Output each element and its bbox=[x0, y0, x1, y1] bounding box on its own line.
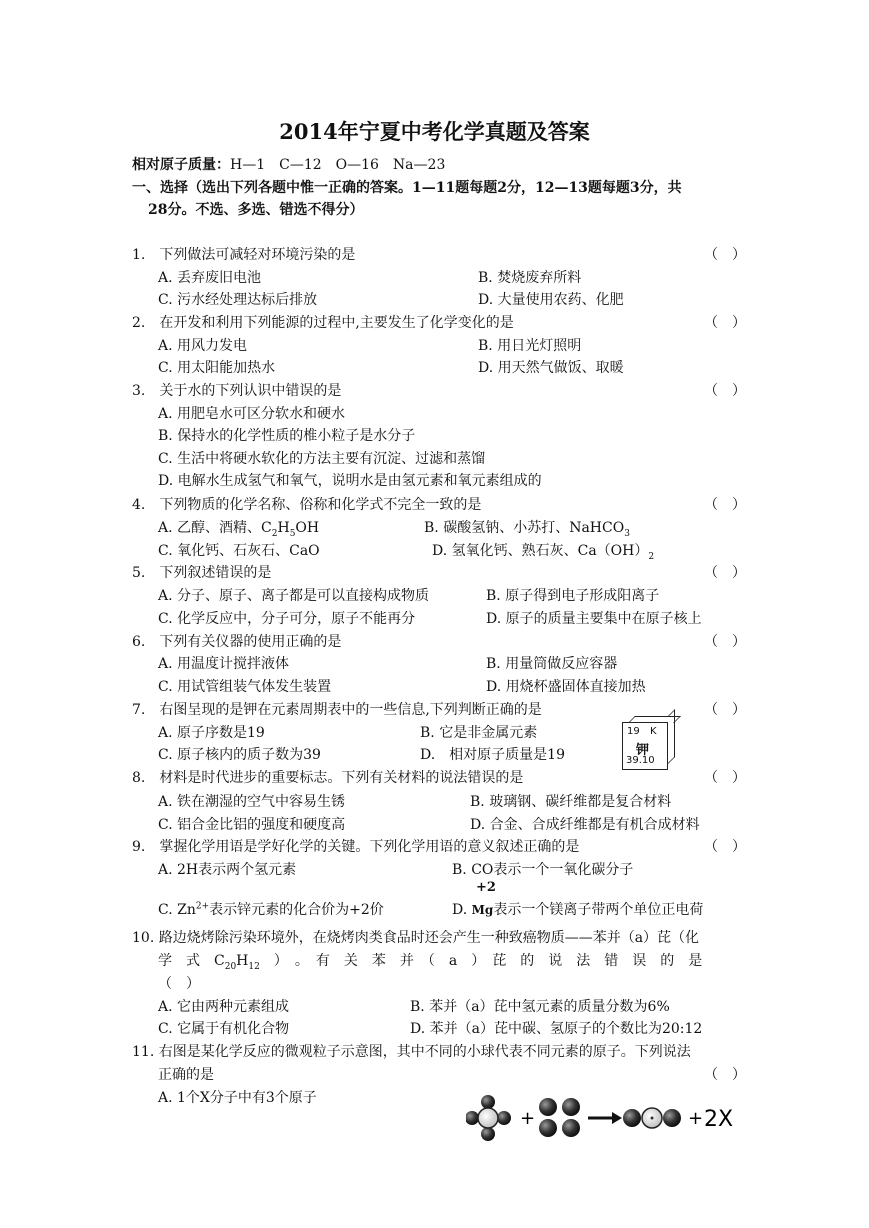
q4-d-text: D. 氢氧化钙、熟石灰、Ca（OH） bbox=[432, 543, 649, 559]
q9-d-valence: +2 bbox=[476, 880, 496, 895]
q4-option-b bbox=[424, 517, 630, 539]
q1-option-a: A. 丢弃废旧电池 bbox=[158, 270, 262, 286]
q10-sub1: 20 bbox=[224, 961, 237, 972]
tile-front-face bbox=[622, 722, 668, 770]
element-number: 19 bbox=[627, 726, 640, 737]
q9-stem: 9. 掌握化学用语是学好化学的关键。下列化学用语的意义叙述正确的是 bbox=[132, 839, 580, 855]
page-title: 2014年宁夏中考化学真题及答案 bbox=[279, 119, 590, 144]
q7-answer-paren: （ ） bbox=[704, 702, 746, 718]
q6-stem: 6. 下列有关仪器的使用正确的是 bbox=[132, 634, 342, 650]
q1-answer-paren: （ ） bbox=[704, 247, 746, 263]
q3-option-d: D. 电解水生成氢气和氧气，说明水是由氢元素和氧元素组成的 bbox=[158, 473, 542, 489]
q5-stem: 5. 下列叙述错误的是 bbox=[132, 565, 272, 581]
atomic-mass-values: H—1 C—12 O—16 Na—23 bbox=[230, 157, 446, 173]
q10-answer-paren: （ ） bbox=[158, 976, 200, 992]
reaction-plus-2: + bbox=[688, 1108, 704, 1129]
q4-b-text: B. 碳酸氢钠、小苏打、NaHCO bbox=[424, 520, 625, 536]
q10-option-d: D. 苯并（a）芘中碳、氢原子的个数比为20:12 bbox=[410, 1021, 703, 1037]
q3-option-b: B. 保持水的化学性质的椎小粒子是水分子 bbox=[158, 428, 416, 444]
q7-option-d: D. 相对原子质量是19 bbox=[420, 747, 565, 763]
q11-option-a: A. 1个X分子中有3个原子 bbox=[158, 1090, 317, 1106]
q4-option-a bbox=[158, 517, 319, 539]
q7-stem: 7. 右图呈现的是钾在元素周期表中的一些信息,下列判断正确的是 bbox=[132, 702, 542, 718]
q6-option-d: D. 用烧杯盛固体直接加热 bbox=[486, 679, 646, 695]
q5-option-b: B. 原子得到电子形成阳离子 bbox=[486, 588, 660, 604]
atomic-mass-line bbox=[132, 154, 445, 174]
tile-side-face bbox=[668, 709, 675, 764]
q8-option-d: D. 合金、合成纤维都是有机合成材料 bbox=[470, 817, 700, 833]
q7-option-c: C. 原子核内的质子数为39 bbox=[158, 747, 321, 763]
q10-option-a: A. 它由两种元素组成 bbox=[158, 999, 290, 1015]
reaction-plus-1: + bbox=[520, 1108, 536, 1129]
q3-stem: 3. 关于水的下列认识中错误的是 bbox=[132, 383, 342, 399]
q10-formula-post: ） 。 有 关 苯 并 （ a ） 芘 的 说 法 错 误 的 是 bbox=[259, 953, 703, 969]
q11-line1: 11. 右图是某化学反应的微观粒子示意图，其中不同的小球代表不同元素的原子。下列说法 bbox=[132, 1044, 691, 1060]
q6-option-c: C. 用试管组装气体发生装置 bbox=[158, 679, 332, 695]
reactant1-molecule bbox=[466, 1095, 511, 1141]
q9-option-c bbox=[158, 899, 384, 919]
reactant2-molecules bbox=[539, 1098, 580, 1137]
q10-line2 bbox=[158, 950, 702, 972]
q4-a-sub2: 5 bbox=[289, 528, 296, 539]
q4-b-sub: 3 bbox=[624, 528, 630, 539]
section-heading-line1: 一、选择（选出下列各题中惟一正确的答案。1—11题每题2分，12—13题每题3分，共 bbox=[132, 180, 682, 196]
q8-option-b: B. 玻璃钢、碳纤维都是复合材料 bbox=[470, 794, 672, 810]
q4-option-d bbox=[432, 540, 654, 562]
q10-formula-mid: H bbox=[236, 953, 249, 969]
q9-option-d bbox=[452, 899, 703, 919]
q4-stem: 4. 下列物质的化学名称、俗称和化学式不完全一致的是 bbox=[132, 497, 482, 513]
q9-option-b: B. CO表示一个一氧化碳分子 bbox=[452, 862, 634, 878]
q7-option-a: A. 原子序数是19 bbox=[158, 725, 265, 741]
q7-option-b: B. 它是非金属元素 bbox=[420, 725, 538, 741]
q10-option-c: C. 它属于有机化合物 bbox=[158, 1021, 290, 1037]
q4-option-c: C. 氧化钙、石灰石、CaO bbox=[158, 543, 320, 559]
q2-answer-paren: （ ） bbox=[704, 315, 746, 331]
product-molecule bbox=[623, 1108, 681, 1128]
q5-option-c: C. 化学反应中，分子可分，原子不能再分 bbox=[158, 611, 416, 627]
q2-option-d: D. 用天然气做饭、取暖 bbox=[478, 360, 624, 376]
q1-option-d: D. 大量使用农药、化肥 bbox=[478, 292, 624, 308]
q6-option-a: A. 用温度计搅拌液体 bbox=[158, 656, 290, 672]
q2-option-a: A. 用风力发电 bbox=[158, 338, 248, 354]
q10-line1: 10. 路边烧烤除污染环境外，在烧烤肉类食品时还会产生一种致癌物质——苯并（a）芘（化 bbox=[132, 930, 700, 946]
q6-answer-paren: （ ） bbox=[704, 634, 746, 650]
q9-answer-paren: （ ） bbox=[704, 839, 746, 855]
q10-formula-pre: 学 式 C bbox=[158, 953, 225, 969]
q5-answer-paren: （ ） bbox=[704, 565, 746, 581]
q3-answer-paren: （ ） bbox=[704, 383, 746, 399]
reaction-product-x: 2X bbox=[704, 1107, 734, 1132]
q5-option-a: A. 分子、原子、离子都是可以直接构成物质 bbox=[158, 588, 430, 604]
q6-option-b: B. 用量筒做反应容器 bbox=[486, 656, 618, 672]
q9-c-sup: 2+ bbox=[195, 901, 210, 912]
q3-option-c: C. 生活中将硬水软化的方法主要有沉淀、过滤和蒸馏 bbox=[158, 451, 486, 467]
section-heading-line2: 28分。不选、多选、错选不得分） bbox=[148, 202, 364, 218]
q4-d-sub: 2 bbox=[648, 551, 655, 562]
q8-option-a: A. 铁在潮湿的空气中容易生锈 bbox=[158, 794, 346, 810]
element-symbol: K bbox=[650, 726, 657, 737]
q10-sub2: 12 bbox=[248, 961, 260, 972]
q11-line2: 正确的是 bbox=[158, 1067, 214, 1083]
q4-a-mid: H bbox=[277, 520, 290, 536]
q8-option-c: C. 铝合金比铝的强度和硬度高 bbox=[158, 817, 346, 833]
q9-d-text: D. bbox=[452, 902, 472, 918]
q10-option-b: B. 苯并（a）芘中氢元素的质量分数为6% bbox=[410, 999, 670, 1015]
q2-option-c: C. 用太阳能加热水 bbox=[158, 360, 276, 376]
q5-option-d: D. 原子的质量主要集中在原子核上 bbox=[486, 611, 702, 627]
element-name: 钾 bbox=[636, 743, 650, 758]
q4-a-sub: 2 bbox=[271, 528, 278, 539]
q1-stem: 1. 下列做法可减轻对环境污染的是 bbox=[132, 247, 356, 263]
q9-c-post: 表示锌元素的化合价为+2价 bbox=[209, 902, 384, 918]
q4-answer-paren: （ ） bbox=[704, 497, 746, 513]
q4-a-text: A. 乙醇、酒精、C bbox=[158, 520, 272, 536]
q1-option-b: B. 焚烧废弃所料 bbox=[478, 270, 582, 286]
atomic-mass-label: 相对原子质量： bbox=[132, 157, 230, 173]
q8-stem: 8. 材料是时代进步的重要标志。下列有关材料的说法错误的是 bbox=[132, 770, 524, 786]
reaction-diagram bbox=[466, 1090, 746, 1150]
q9-d-symbol: Mg bbox=[471, 903, 494, 917]
q2-option-b: B. 用日光灯照明 bbox=[478, 338, 582, 354]
q2-stem: 2. 在开发和利用下列能源的过程中,主要发生了化学变化的是 bbox=[132, 315, 514, 331]
q9-d-post: 表示一个镁离子带两个单位正电荷 bbox=[493, 902, 704, 918]
q3-option-a: A. 用肥皂水可区分软水和硬水 bbox=[158, 406, 346, 422]
q8-answer-paren: （ ） bbox=[704, 770, 746, 786]
q1-option-c: C. 污水经处理达标后排放 bbox=[158, 292, 318, 308]
potassium-element-tile bbox=[622, 716, 676, 770]
q4-a-post: OH bbox=[295, 520, 320, 536]
q9-c-text: C. Zn bbox=[158, 902, 196, 918]
element-mass: 39.10 bbox=[626, 755, 655, 766]
reaction-arrow bbox=[588, 1112, 622, 1124]
q9-option-a: A. 2H表示两个氢元素 bbox=[158, 862, 297, 878]
q11-answer-paren: （ ） bbox=[704, 1067, 746, 1083]
